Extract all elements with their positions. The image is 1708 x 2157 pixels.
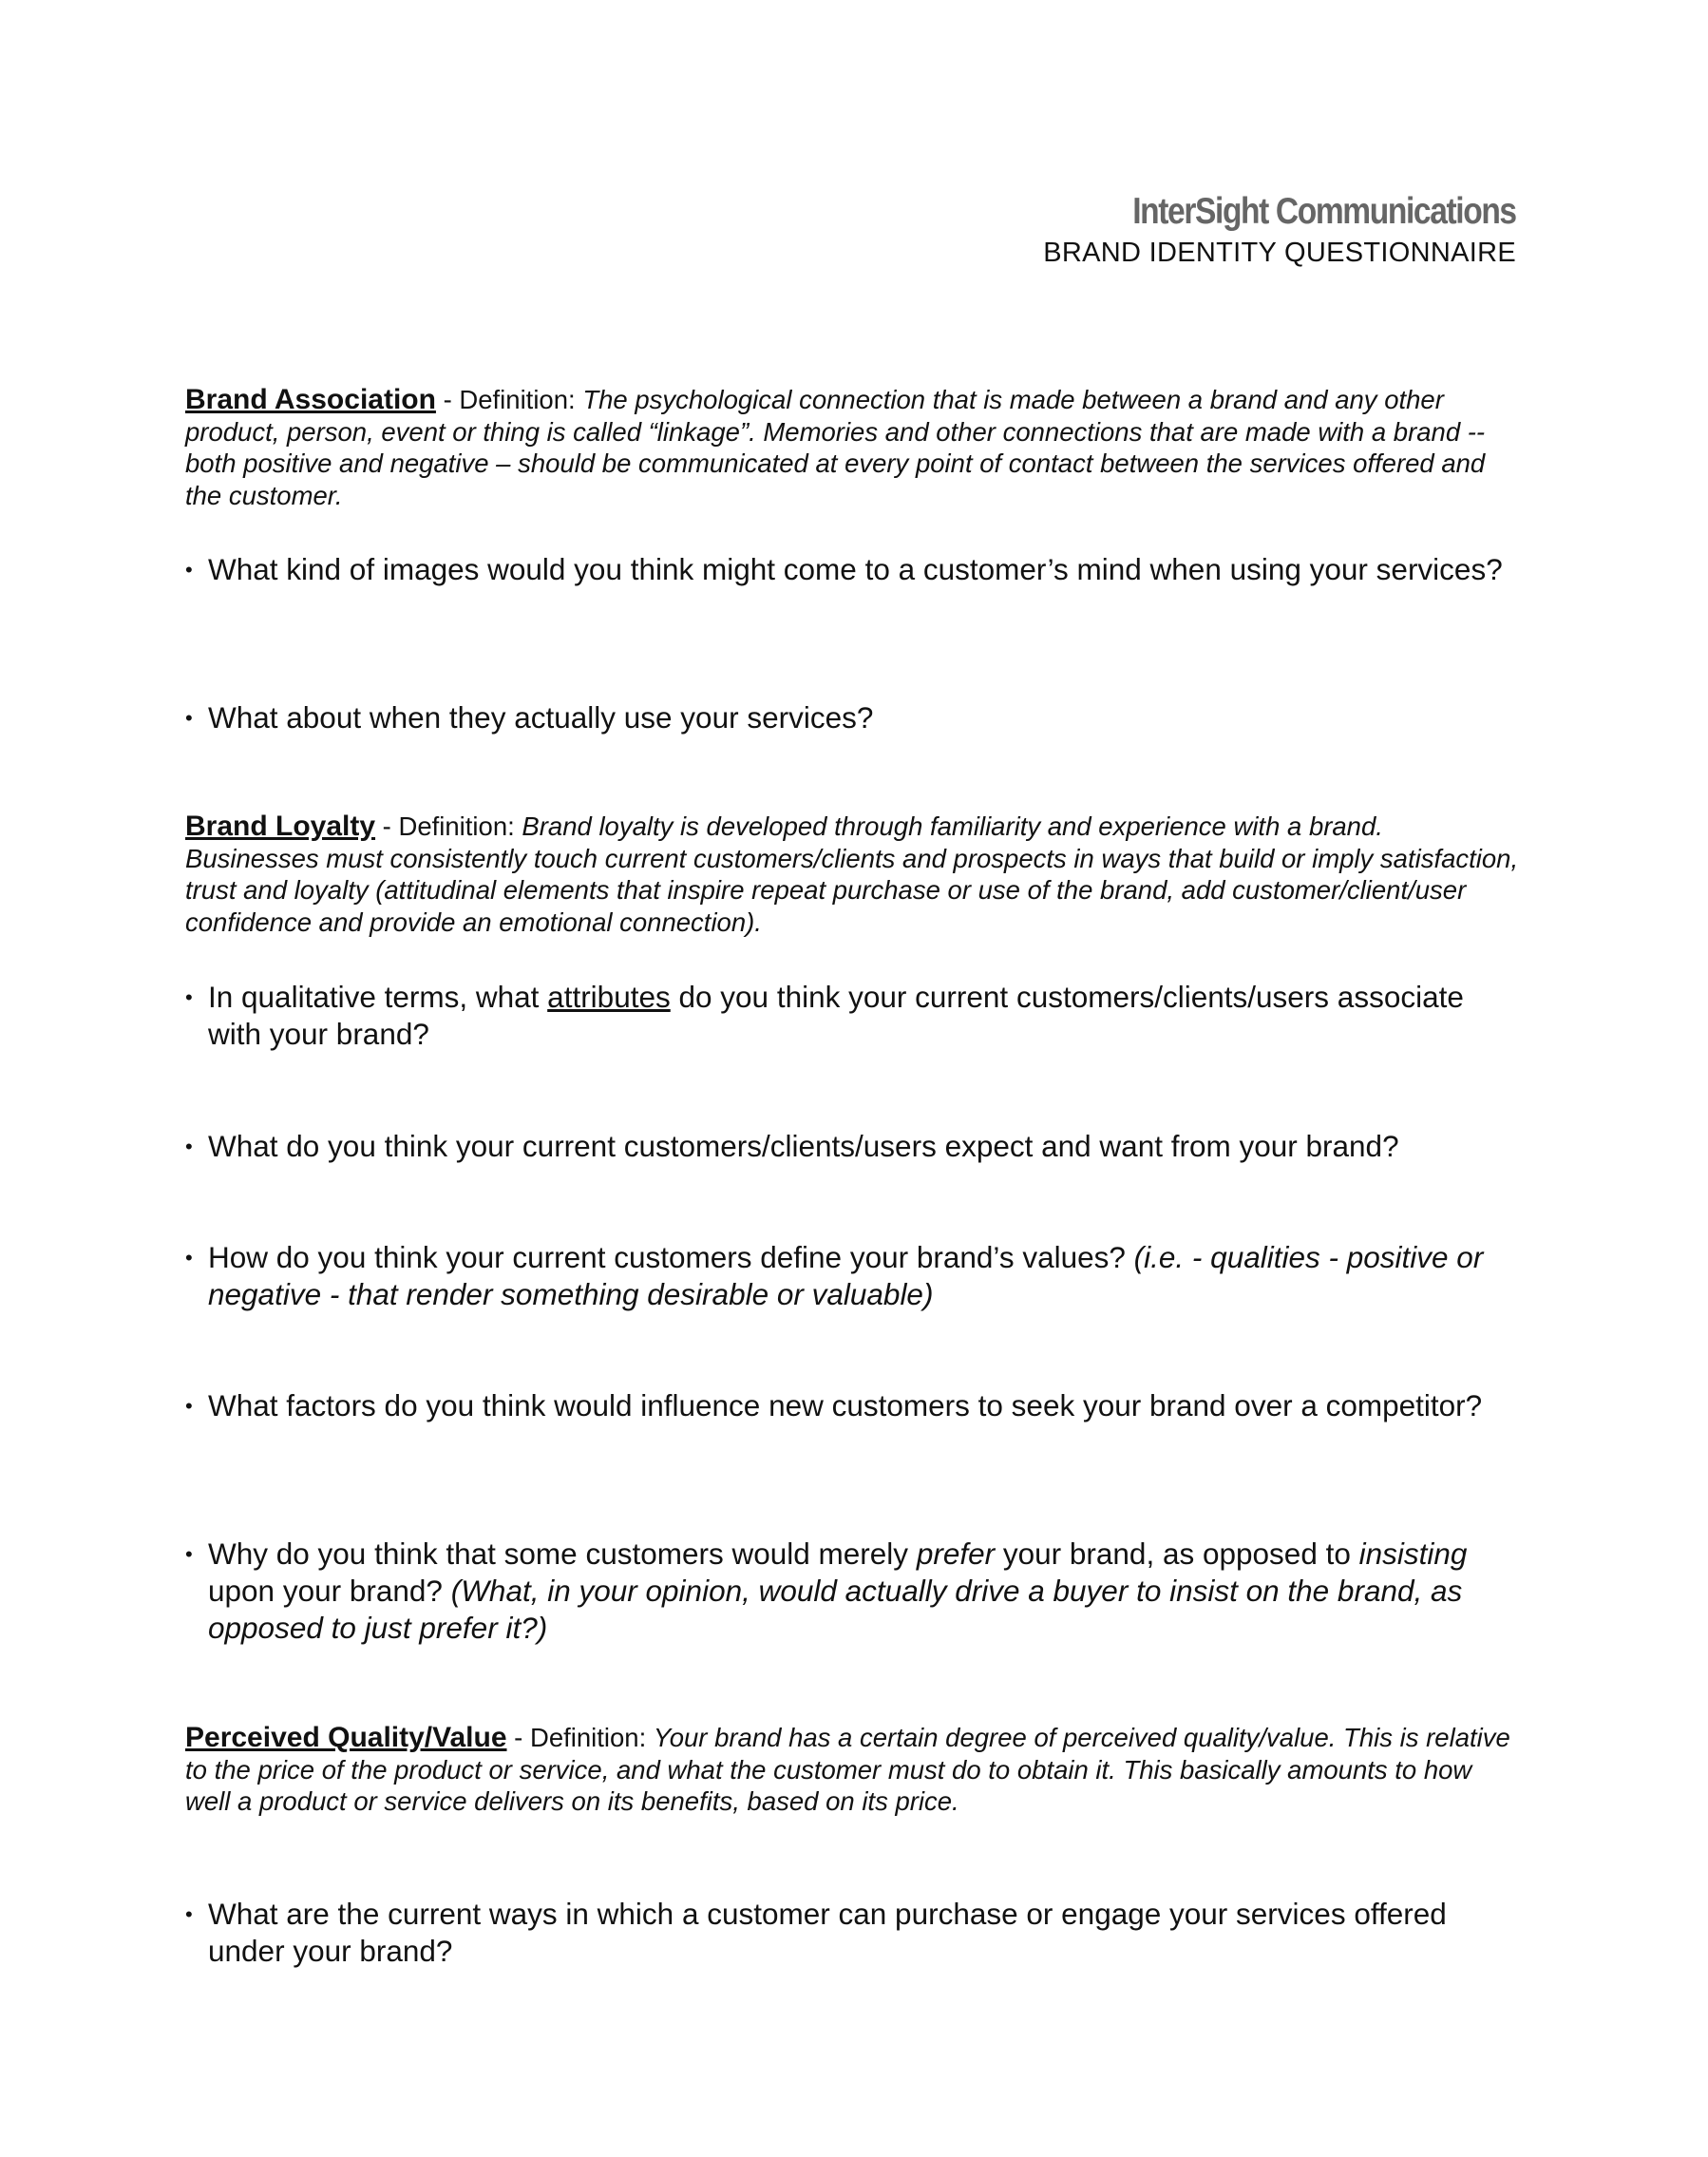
question-text-part: your brand, as opposed to	[995, 1537, 1359, 1571]
definition-label: - Definition:	[506, 1723, 654, 1752]
question-text: What about when they actually use your services?	[208, 700, 874, 735]
question-text: How do you think your current customers define your brand’s values?	[208, 1240, 1134, 1274]
bullet-icon: •	[185, 1394, 193, 1418]
document-header	[1043, 190, 1516, 272]
bullet-icon: •	[185, 1542, 193, 1566]
definition-paragraph	[185, 1722, 1519, 1818]
definition-paragraph	[185, 811, 1519, 938]
definition-label: - Definition:	[375, 811, 522, 841]
bullet-icon: •	[185, 1902, 193, 1926]
question-item	[185, 1536, 1519, 1647]
section-brand-loyalty	[185, 811, 1519, 938]
question-item	[185, 699, 1519, 736]
question-text-italic: prefer	[916, 1537, 996, 1571]
document-title: BRAND IDENTITY QUESTIONNAIRE	[1043, 238, 1516, 268]
question-text-part: upon your brand?	[208, 1574, 451, 1608]
section-perceived-quality	[185, 1722, 1519, 1818]
question-text: What factors do you think would influence new customers to seek your brand over a competitor?	[208, 1388, 1483, 1422]
question-text: What kind of images would you think might come to a customer’s mind when using your services?	[208, 552, 1503, 586]
question-item	[185, 1128, 1519, 1165]
question-item	[185, 979, 1519, 1053]
question-text: What are the current ways in which a customer can purchase or engage your services offered under your brand?	[208, 1897, 1447, 1968]
definition-text: Brand loyalty is developed through familiarity and experience with a brand. Businesses must consistently touch current customers/clients and prospects in ways that build or imply satisfaction, trust and loyalty (attitudinal elements that inspire repeat purchase or use of the brand, add customer/client/user confidence and provide an emotional connection).	[185, 811, 1519, 937]
question-text-italic: insisting	[1358, 1537, 1468, 1571]
question-text-underlined: attributes	[547, 980, 671, 1014]
question-item	[185, 1239, 1519, 1313]
bullet-icon: •	[185, 985, 193, 1009]
definition-text: Your brand has a certain degree of perceived quality/value. This is relative to the price of the product or service, and what the customer must do to obtain it. This basically amounts to how well a product or service delivers on its benefits, based on its price.	[185, 1723, 1510, 1817]
question-item	[185, 551, 1519, 588]
bullet-icon: •	[185, 1135, 193, 1158]
question-item	[185, 1387, 1519, 1424]
bullet-icon: •	[185, 558, 193, 582]
question-item	[185, 1896, 1519, 1970]
question-text-part: Why do you think that some customers would merely	[208, 1537, 917, 1571]
definition-paragraph	[185, 384, 1519, 511]
question-text-italic: (i.e. - qualities - positive or negative - that render something desirable or valuable)	[208, 1240, 1484, 1311]
company-name: InterSight Communications	[1132, 191, 1516, 232]
question-text-italic: (What, in your opinion, would actually drive a buyer to insist on the brand, as opposed to just prefer it?)	[208, 1574, 1463, 1645]
bullet-icon: •	[185, 706, 193, 730]
section-term: Brand Loyalty	[185, 811, 376, 842]
question-text-post: do you think your current customers/clients/users associate with your brand?	[208, 980, 1464, 1051]
section-brand-association	[185, 384, 1519, 511]
section-term: Perceived Quality/Value	[185, 1722, 507, 1753]
question-text-pre: In qualitative terms, what	[208, 980, 548, 1014]
bullet-icon: •	[185, 1246, 193, 1269]
definition-label: - Definition:	[435, 385, 583, 414]
section-term: Brand Association	[185, 384, 436, 415]
definition-text: The psychological connection that is made between a brand and any other product, person, event or thing is called “linkage”. Memories and other connections that are made with a brand -- both positive and negative – should be communicated at every point of contact between the services offered and the customer.	[185, 385, 1486, 510]
question-text: What do you think your current customers/clients/users expect and want from your brand?	[208, 1129, 1399, 1163]
